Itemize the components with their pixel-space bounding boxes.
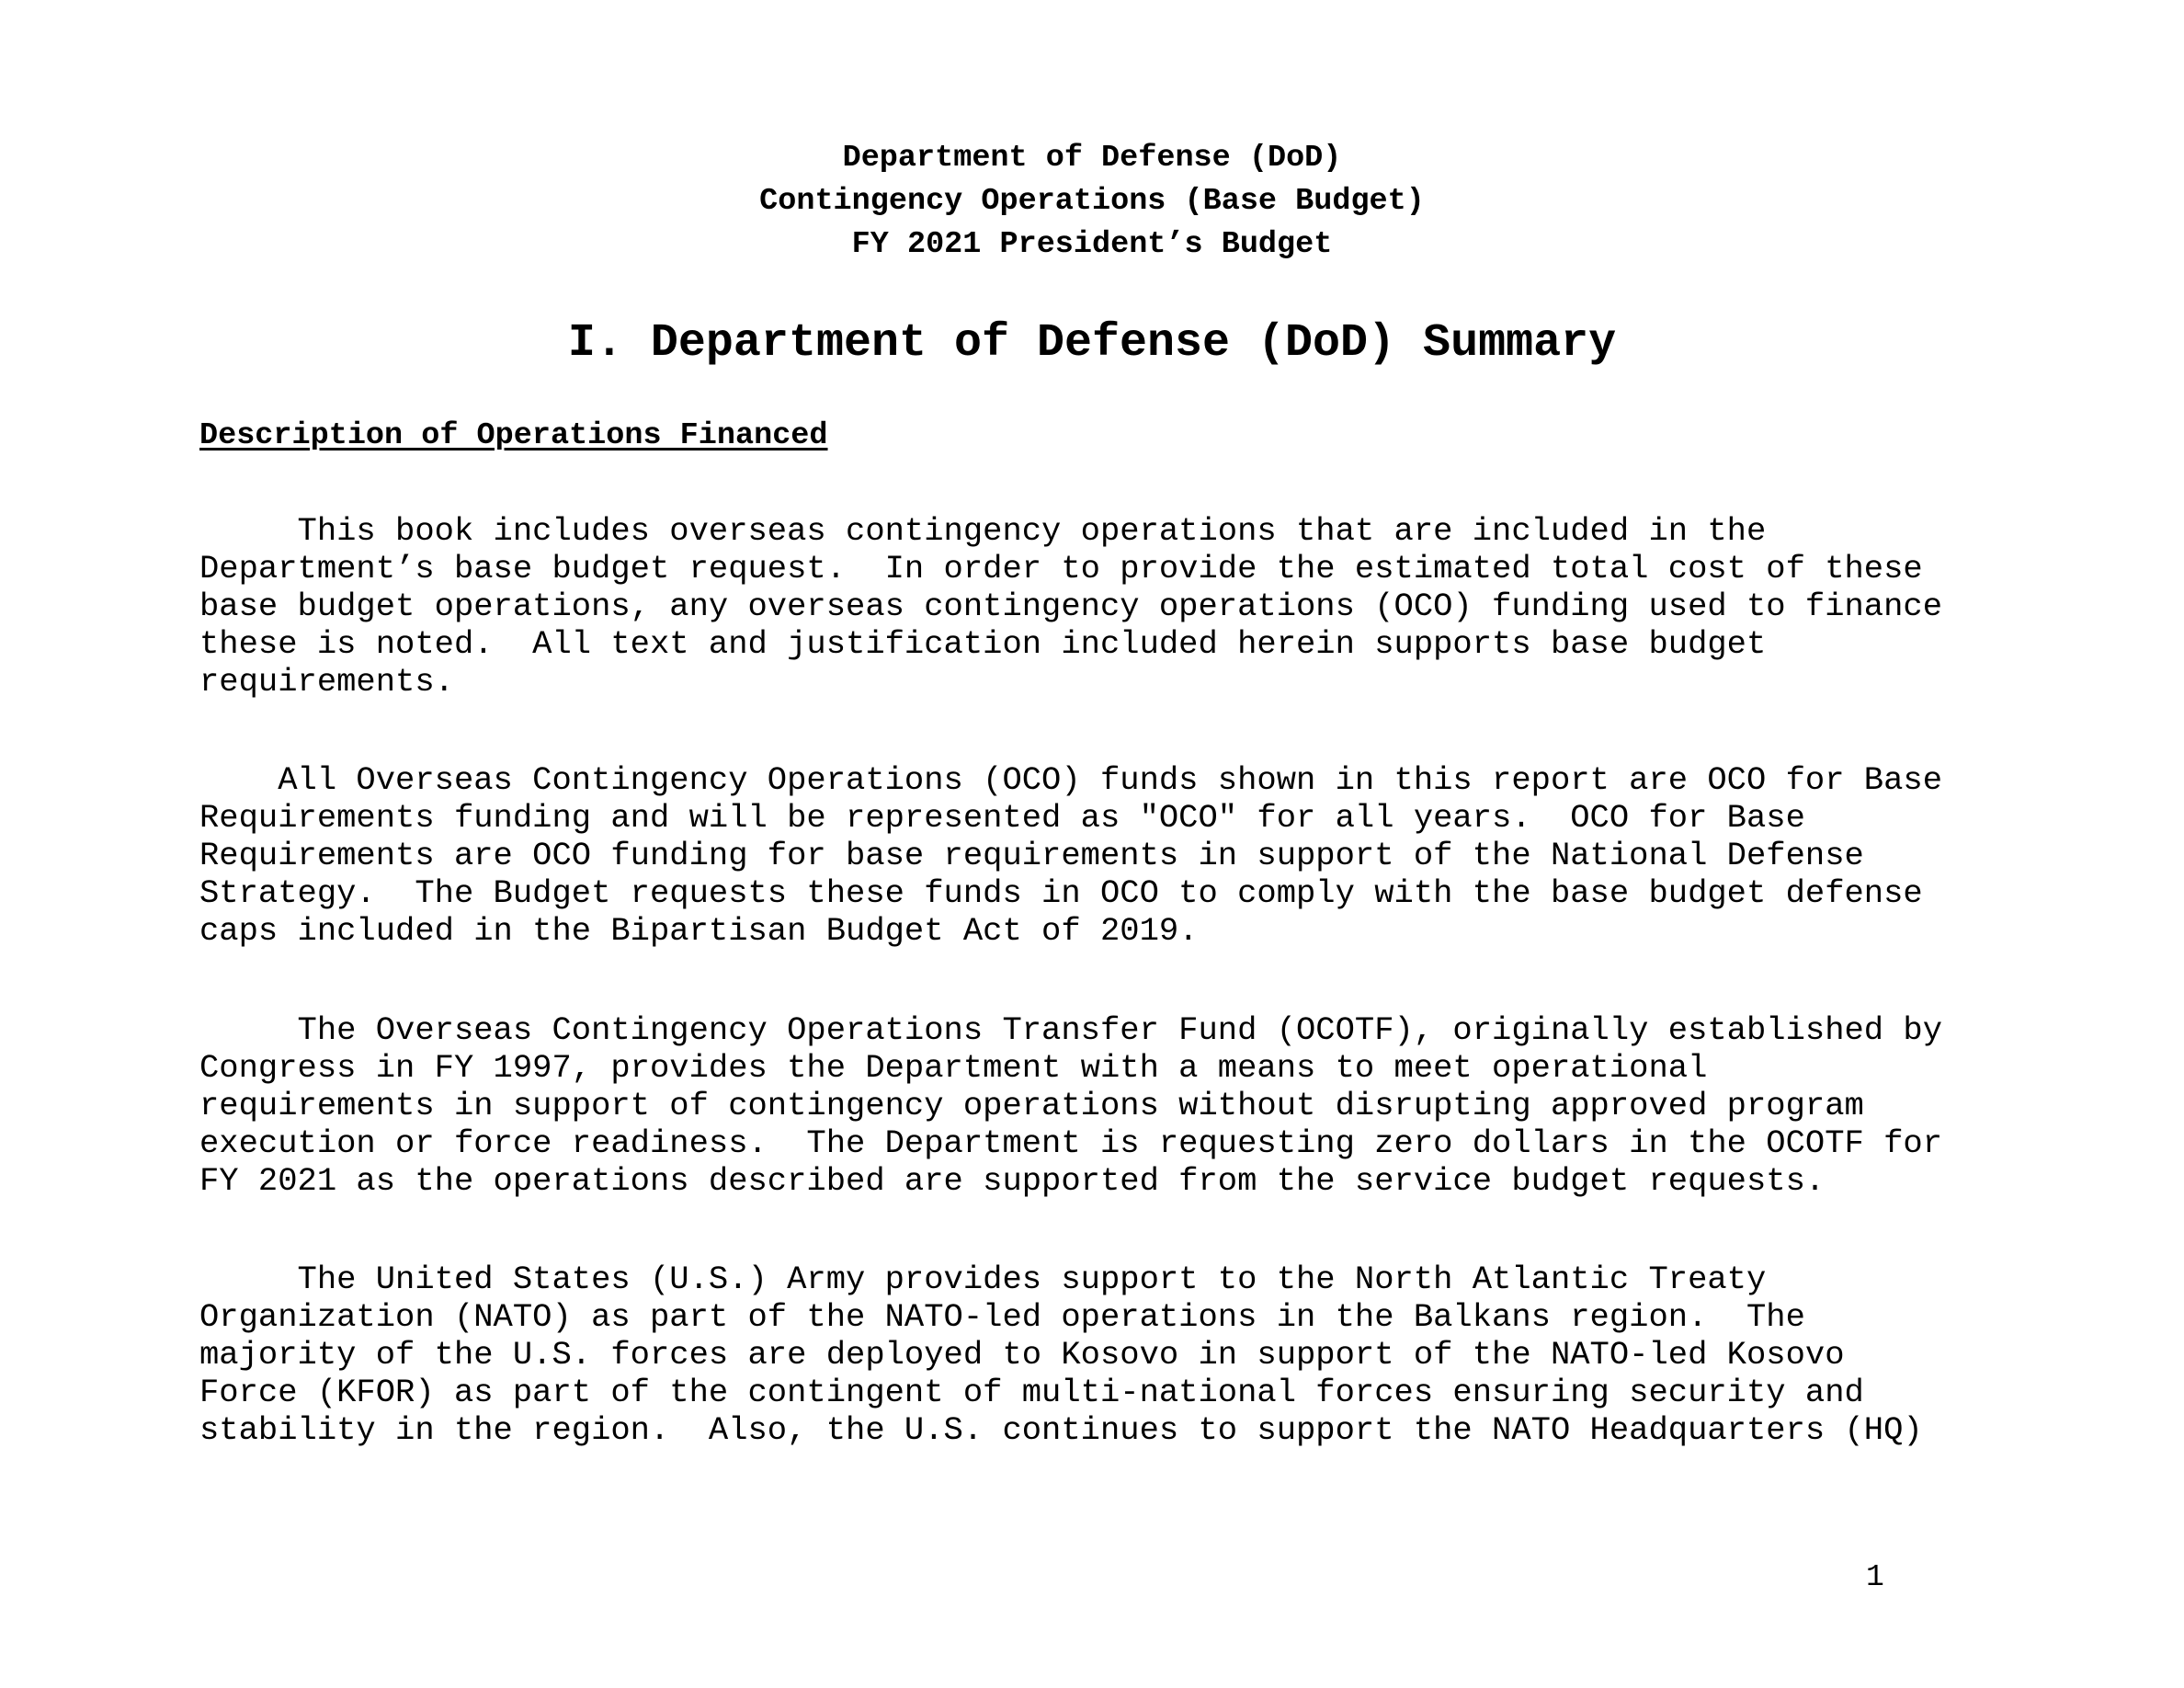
paragraph-line: requirements. xyxy=(199,663,454,701)
paragraph-ocotf xyxy=(199,1011,2038,1200)
paragraph-base-budget xyxy=(199,512,2038,701)
paragraph-line: execution or force readiness. The Department is requesting zero dollars in the OCOTF for xyxy=(199,1124,1943,1162)
paragraph-line: these is noted. All text and justification included herein supports base budget xyxy=(199,625,1767,663)
paragraph-line: The United States (U.S.) Army provides support to the North Atlantic Treaty xyxy=(199,1260,1767,1298)
paragraph-line: Department’s base budget request. In order to provide the estimated total cost of these xyxy=(199,550,1923,587)
paragraph-line: Requirements are OCO funding for base requirements in support of the National Defense xyxy=(199,837,1864,874)
paragraph-line: This book includes overseas contingency operations that are included in the xyxy=(199,512,1767,550)
section-heading: Description of Operations Financed xyxy=(199,418,828,453)
paragraph-line: All Overseas Contingency Operations (OCO) funds shown in this report are OCO for Base xyxy=(199,761,1943,799)
header-subtitle: Contingency Operations (Base Budget) xyxy=(759,184,1425,219)
paragraph-line: Congress in FY 1997, provides the Department with a means to meet operational xyxy=(199,1049,1708,1087)
header-org: Department of Defense (DoD) xyxy=(842,141,1342,176)
paragraph-line: The Overseas Contingency Operations Transfer Fund (OCOTF), originally established by xyxy=(199,1011,1943,1049)
header-budget: FY 2021 President’s Budget xyxy=(851,227,1333,262)
paragraph-line: majority of the U.S. forces are deployed to Kosovo in support of the NATO-led Kosovo xyxy=(199,1336,1845,1374)
paragraph-line: Strategy. The Budget requests these funds in OCO to comply with the base budget defense xyxy=(199,874,1923,912)
page-title: I. Department of Defense (DoD) Summary xyxy=(567,317,1617,370)
paragraph-line: Force (KFOR) as part of the contingent of multi-national forces ensuring security and xyxy=(199,1374,1864,1411)
paragraph-line: requirements in support of contingency operations without disrupting approved program xyxy=(199,1087,1864,1124)
paragraph-nato-balkans xyxy=(199,1260,2038,1449)
paragraph-line: FY 2021 as the operations described are supported from the service budget requests. xyxy=(199,1162,1826,1200)
paragraph-line: Requirements funding and will be represented as "OCO" for all years. OCO for Base xyxy=(199,799,1805,837)
paragraph-line: base budget operations, any overseas contingency operations (OCO) funding used to finance xyxy=(199,587,1943,625)
page-number: 1 xyxy=(1866,1560,1884,1594)
paragraph-line: caps included in the Bipartisan Budget Act of 2019. xyxy=(199,912,1199,950)
paragraph-line: stability in the region. Also, the U.S. continues to support the NATO Headquarters (HQ) xyxy=(199,1411,1923,1449)
paragraph-oco-funds xyxy=(199,761,2038,950)
paragraph-line: Organization (NATO) as part of the NATO-led operations in the Balkans region. The xyxy=(199,1298,1805,1336)
